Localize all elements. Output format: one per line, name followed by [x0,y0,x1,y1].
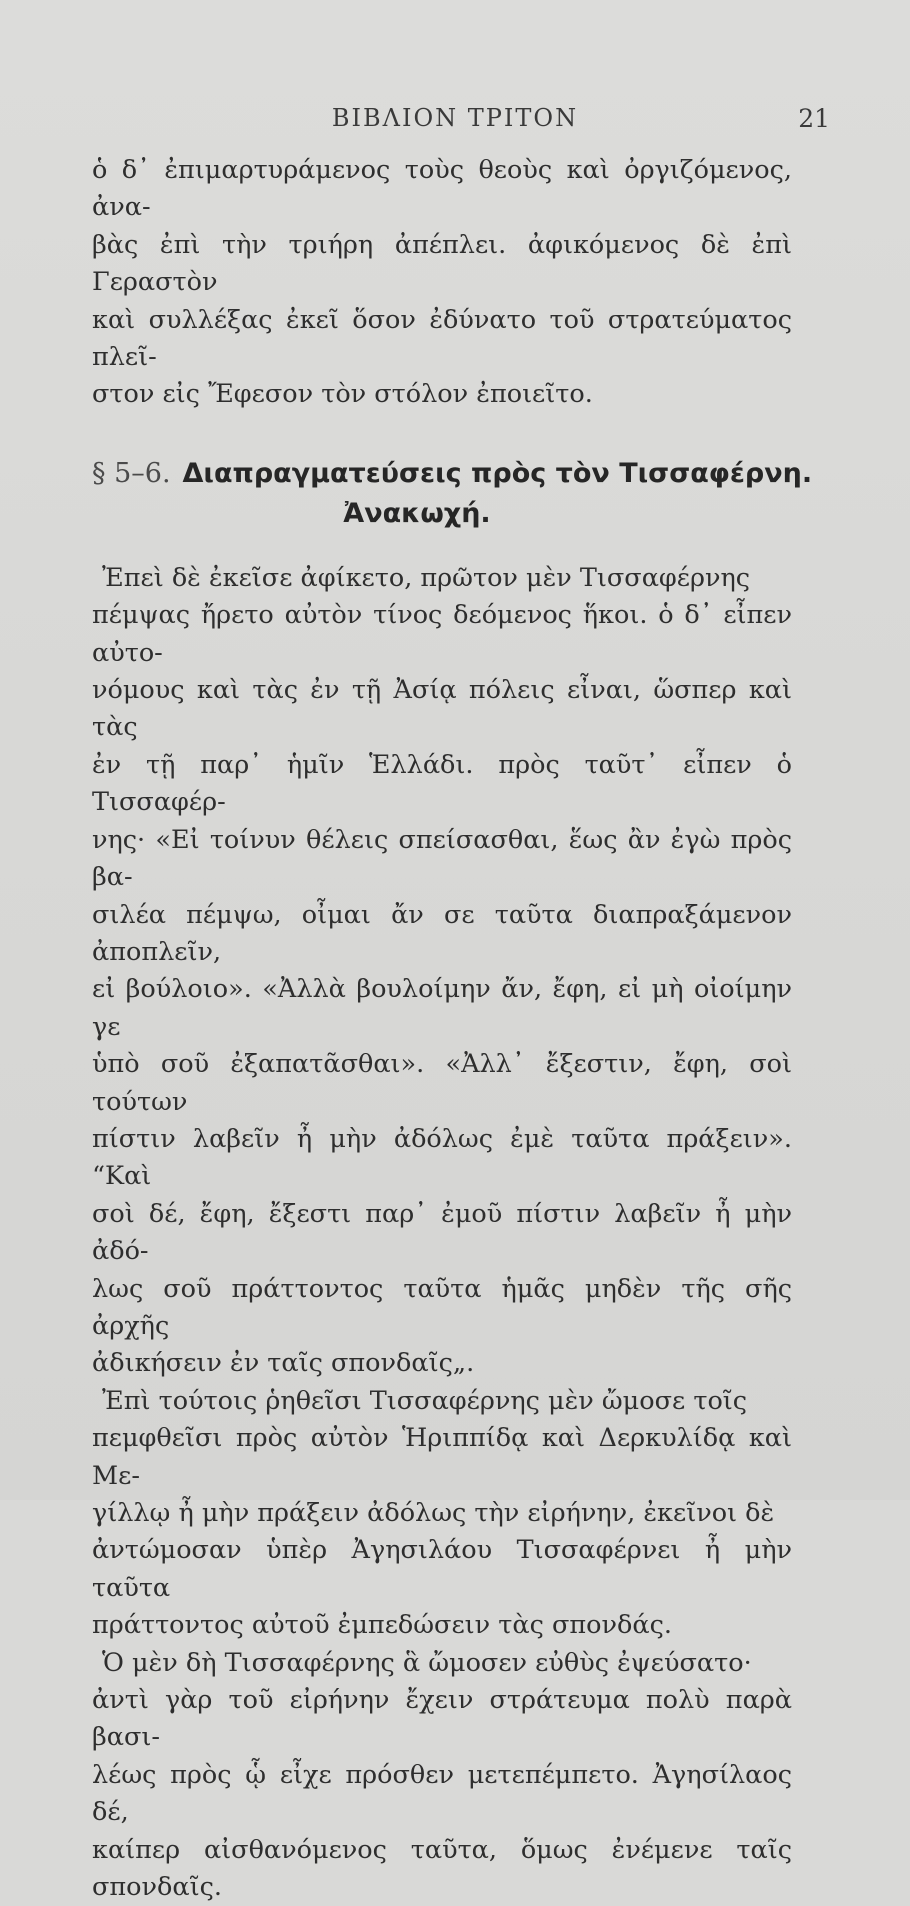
page-number: 21 [798,104,830,133]
paragraph-truce: Ὁ μὲν δὴ Τισσαφέρνης ἃ ὤμοσεν εὐθὺς ἐψεύσατο· ἀντὶ γὰρ τοῦ εἰρήνην ἔχειν στράτευμα πολὺ παρὰ βασι- λέως πρὸς ᾧ εἶχε πρόσθεν μετεπέμπετο. Ἀγησίλαος δέ, καίπερ αἰσθανόμενος ταῦτα, ὅμως ἐνέμενε ταῖς σπονδαῖς. [92,1647,792,1903]
opening-paragraph: ὁ δ᾽ ἐπιμαρτυράμενος τοὺς θεοὺς καὶ ὀργιζόμενος, ἀνα- βὰς ἐπὶ τὴν τριήρη ἀπέπλει. ἀφικόμενος δὲ ἐπὶ Γεραστὸν καὶ συλλέξας ἐκεῖ ὅσον ἐδύνατο τοῦ στρατεύματος πλεῖ- στον εἰς Ἔφεσον τὸν στόλον ἐποιεῖτο. [92,155,792,410]
running-title: ΒΙΒΛΙΟΝ ΤΡΙΤΟΝ [331,104,579,132]
running-header [0,100,910,140]
paragraph-negotiations: Ἐπεὶ δὲ ἐκεῖσε ἀφίκετο, πρῶτον μὲν Τισσαφέρνης πέμψας ἤρετο αὐτὸν τίνος δεόμενος ἥκοι. ὁ δ᾽ εἶπεν αὐτο- νόμους καὶ τὰς ἐν τῇ Ἀσίᾳ πόλεις εἶναι, ὥσπερ καὶ τὰς ἐν τῇ παρ᾽ ἡμῖν Ἑλλάδι. πρὸς ταῦτ᾽ εἶπεν ὁ Τισσαφέρ- νης· «Εἰ τοίνυν θέλεις σπείσασθαι, ἕως ἂν ἐγὼ πρὸς βα- σιλέα πέμψω, οἶμαι ἄν σε ταῦτα διαπραξάμενον ἀποπλεῖν, εἰ βούλοιο». «Ἀλλὰ βουλοίμην ἄν, ἔφη, εἰ μὴ οἰοίμην γε ὑπὸ σοῦ ἐξαπατᾶσθαι». «Ἀλλ᾽ ἔξεστιν, ἔφη, σοὶ τούτων πίστιν λαβεῖν ἦ μὴν ἀδόλως ἐμὲ ταῦτα πράξειν». “Καὶ σοὶ δέ, ἔφη, ἔξεστι παρ᾽ ἐμοῦ πίστιν λαβεῖν ἦ μὴν ἀδό- λως σοῦ πράττοντος ταῦτα ἡμᾶς μηδὲν τῆς σῆς ἀρχῆς ἀδικήσειν ἐν ταῖς σπονδαῖς„. [92,562,792,1379]
section-mark: § 5–6. [92,457,171,489]
section-subtitle: Ἀνακωχή. [343,497,491,529]
section-heading-line-1 [92,454,813,494]
paragraph-oaths: Ἐπὶ τούτοις ῥηθεῖσι Τισσαφέρνης μὲν ὤμοσε τοῖς πεμφθεῖσι πρὸς αὐτὸν Ἡριππίδᾳ καὶ Δερκυλίδᾳ καὶ Με- γίλλῳ ἦ μὴν πράξειν ἀδόλως τὴν εἰρήνην, ἐκεῖνοι δὲ ἀντώμοσαν ὑπὲρ Ἀγησιλάου Τισσαφέρνει ἦ μὴν ταῦτα πράττοντος αὐτοῦ ἐμπεδώσειν τὰς σπονδάς. [92,1385,792,1641]
section-title: Διαπραγματεύσεις πρὸς τὸν Τισσαφέρνη. [182,457,813,489]
body-text [92,152,813,1906]
section-heading [92,454,813,534]
